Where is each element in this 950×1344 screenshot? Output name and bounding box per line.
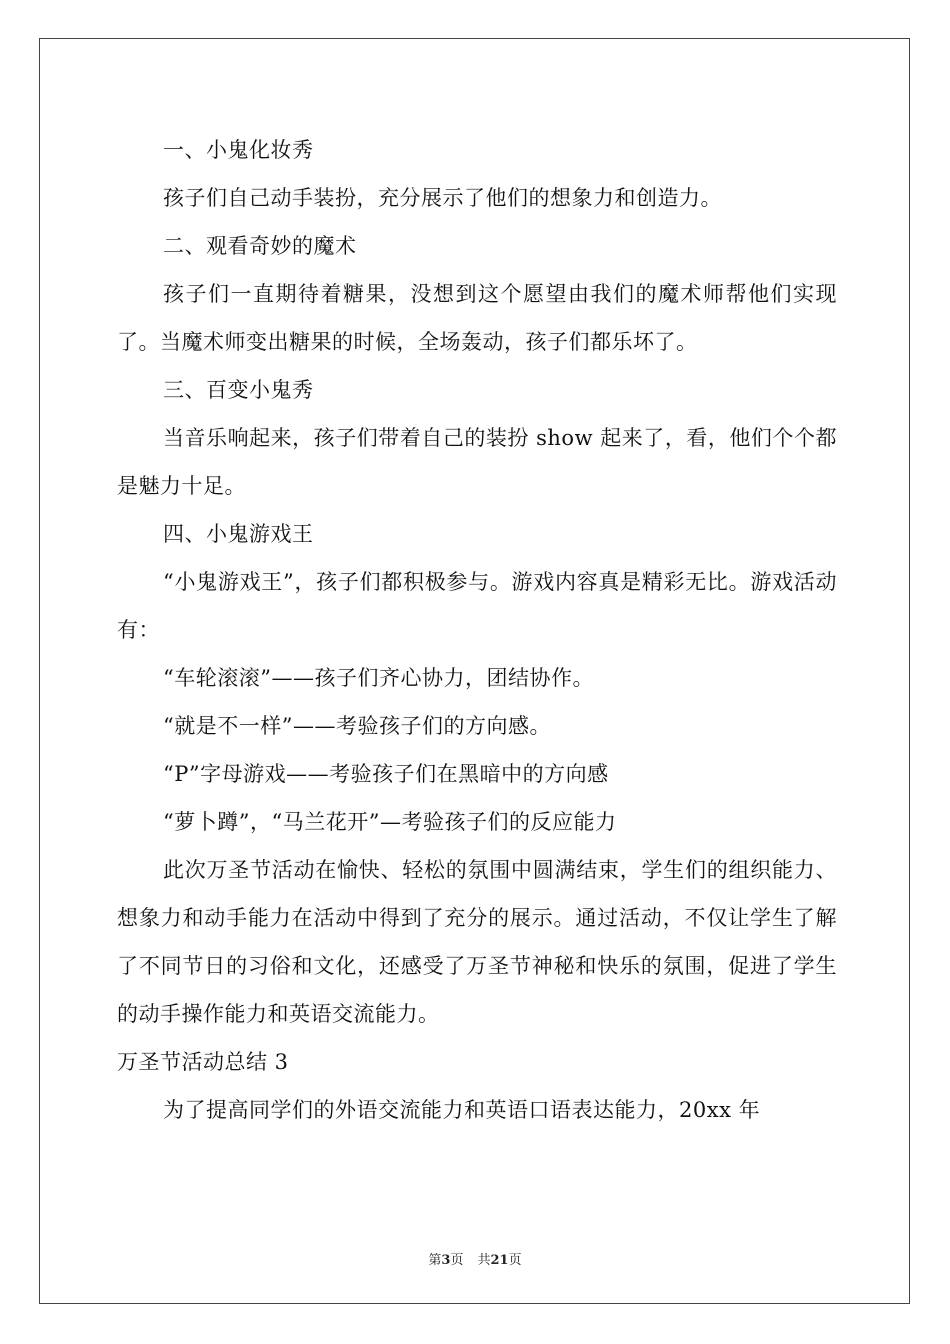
- heading-magic-show: 二、观看奇妙的魔术: [163, 234, 357, 258]
- heading-game-king: 四、小鬼游戏王: [163, 522, 314, 546]
- footer-page-number: 3: [441, 1253, 451, 1268]
- game-item-letter-p: “P”字母游戏——考验孩子们在黑暗中的方向感: [163, 762, 609, 786]
- paragraph-makeup-show: 孩子们自己动手装扮，充分展示了他们的想象力和创造力。: [163, 186, 722, 210]
- section-title-summary-3: 万圣节活动总结 3: [117, 1050, 289, 1074]
- game-item-different: “就是不一样”——考验孩子们的方向感。: [163, 714, 551, 738]
- game-item-radish-squat: “萝卜蹲”，“马兰花开”—考验孩子们的反应能力: [163, 810, 617, 834]
- paragraph-game-king: “小鬼游戏王”，孩子们都积极参与。游戏内容真是精彩无比。游戏活动有：: [117, 570, 837, 642]
- footer-page-prefix: 第: [428, 1253, 442, 1268]
- footer-total-number: 21: [490, 1253, 509, 1268]
- paragraph-magic-show: 孩子们一直期待着糖果，没想到这个愿望由我们的魔术师帮他们实现了。当魔术师变出糖果的时候，全场轰动，孩子们都乐坏了。: [117, 282, 837, 354]
- document-body: [117, 126, 837, 1134]
- footer-total-suffix: 页: [508, 1253, 522, 1268]
- heading-costume-show: 三、百变小鬼秀: [163, 378, 314, 402]
- paragraph-intro-3: 为了提高同学们的外语交流能力和英语口语表达能力，20xx 年: [163, 1098, 761, 1122]
- paragraph-costume-show: 当音乐响起来，孩子们带着自己的装扮 show 起来了，看，他们个个都是魅力十足。: [117, 426, 837, 498]
- heading-makeup-show: 一、小鬼化妆秀: [163, 138, 314, 162]
- game-item-wheels: “车轮滚滚”——孩子们齐心协力，团结协作。: [163, 666, 594, 690]
- footer-total-prefix: 共: [477, 1253, 491, 1268]
- page-footer: [0, 1249, 950, 1268]
- footer-page-suffix: 页: [450, 1253, 464, 1268]
- paragraph-summary: 此次万圣节活动在愉快、轻松的氛围中圆满结束，学生们的组织能力、想象力和动手能力在活动中得到了充分的展示。通过活动，不仅让学生了解了不同节日的习俗和文化，还感受了万圣节神秘和快乐的氛围，促进了学生的动手操作能力和英语交流能力。: [117, 858, 837, 1026]
